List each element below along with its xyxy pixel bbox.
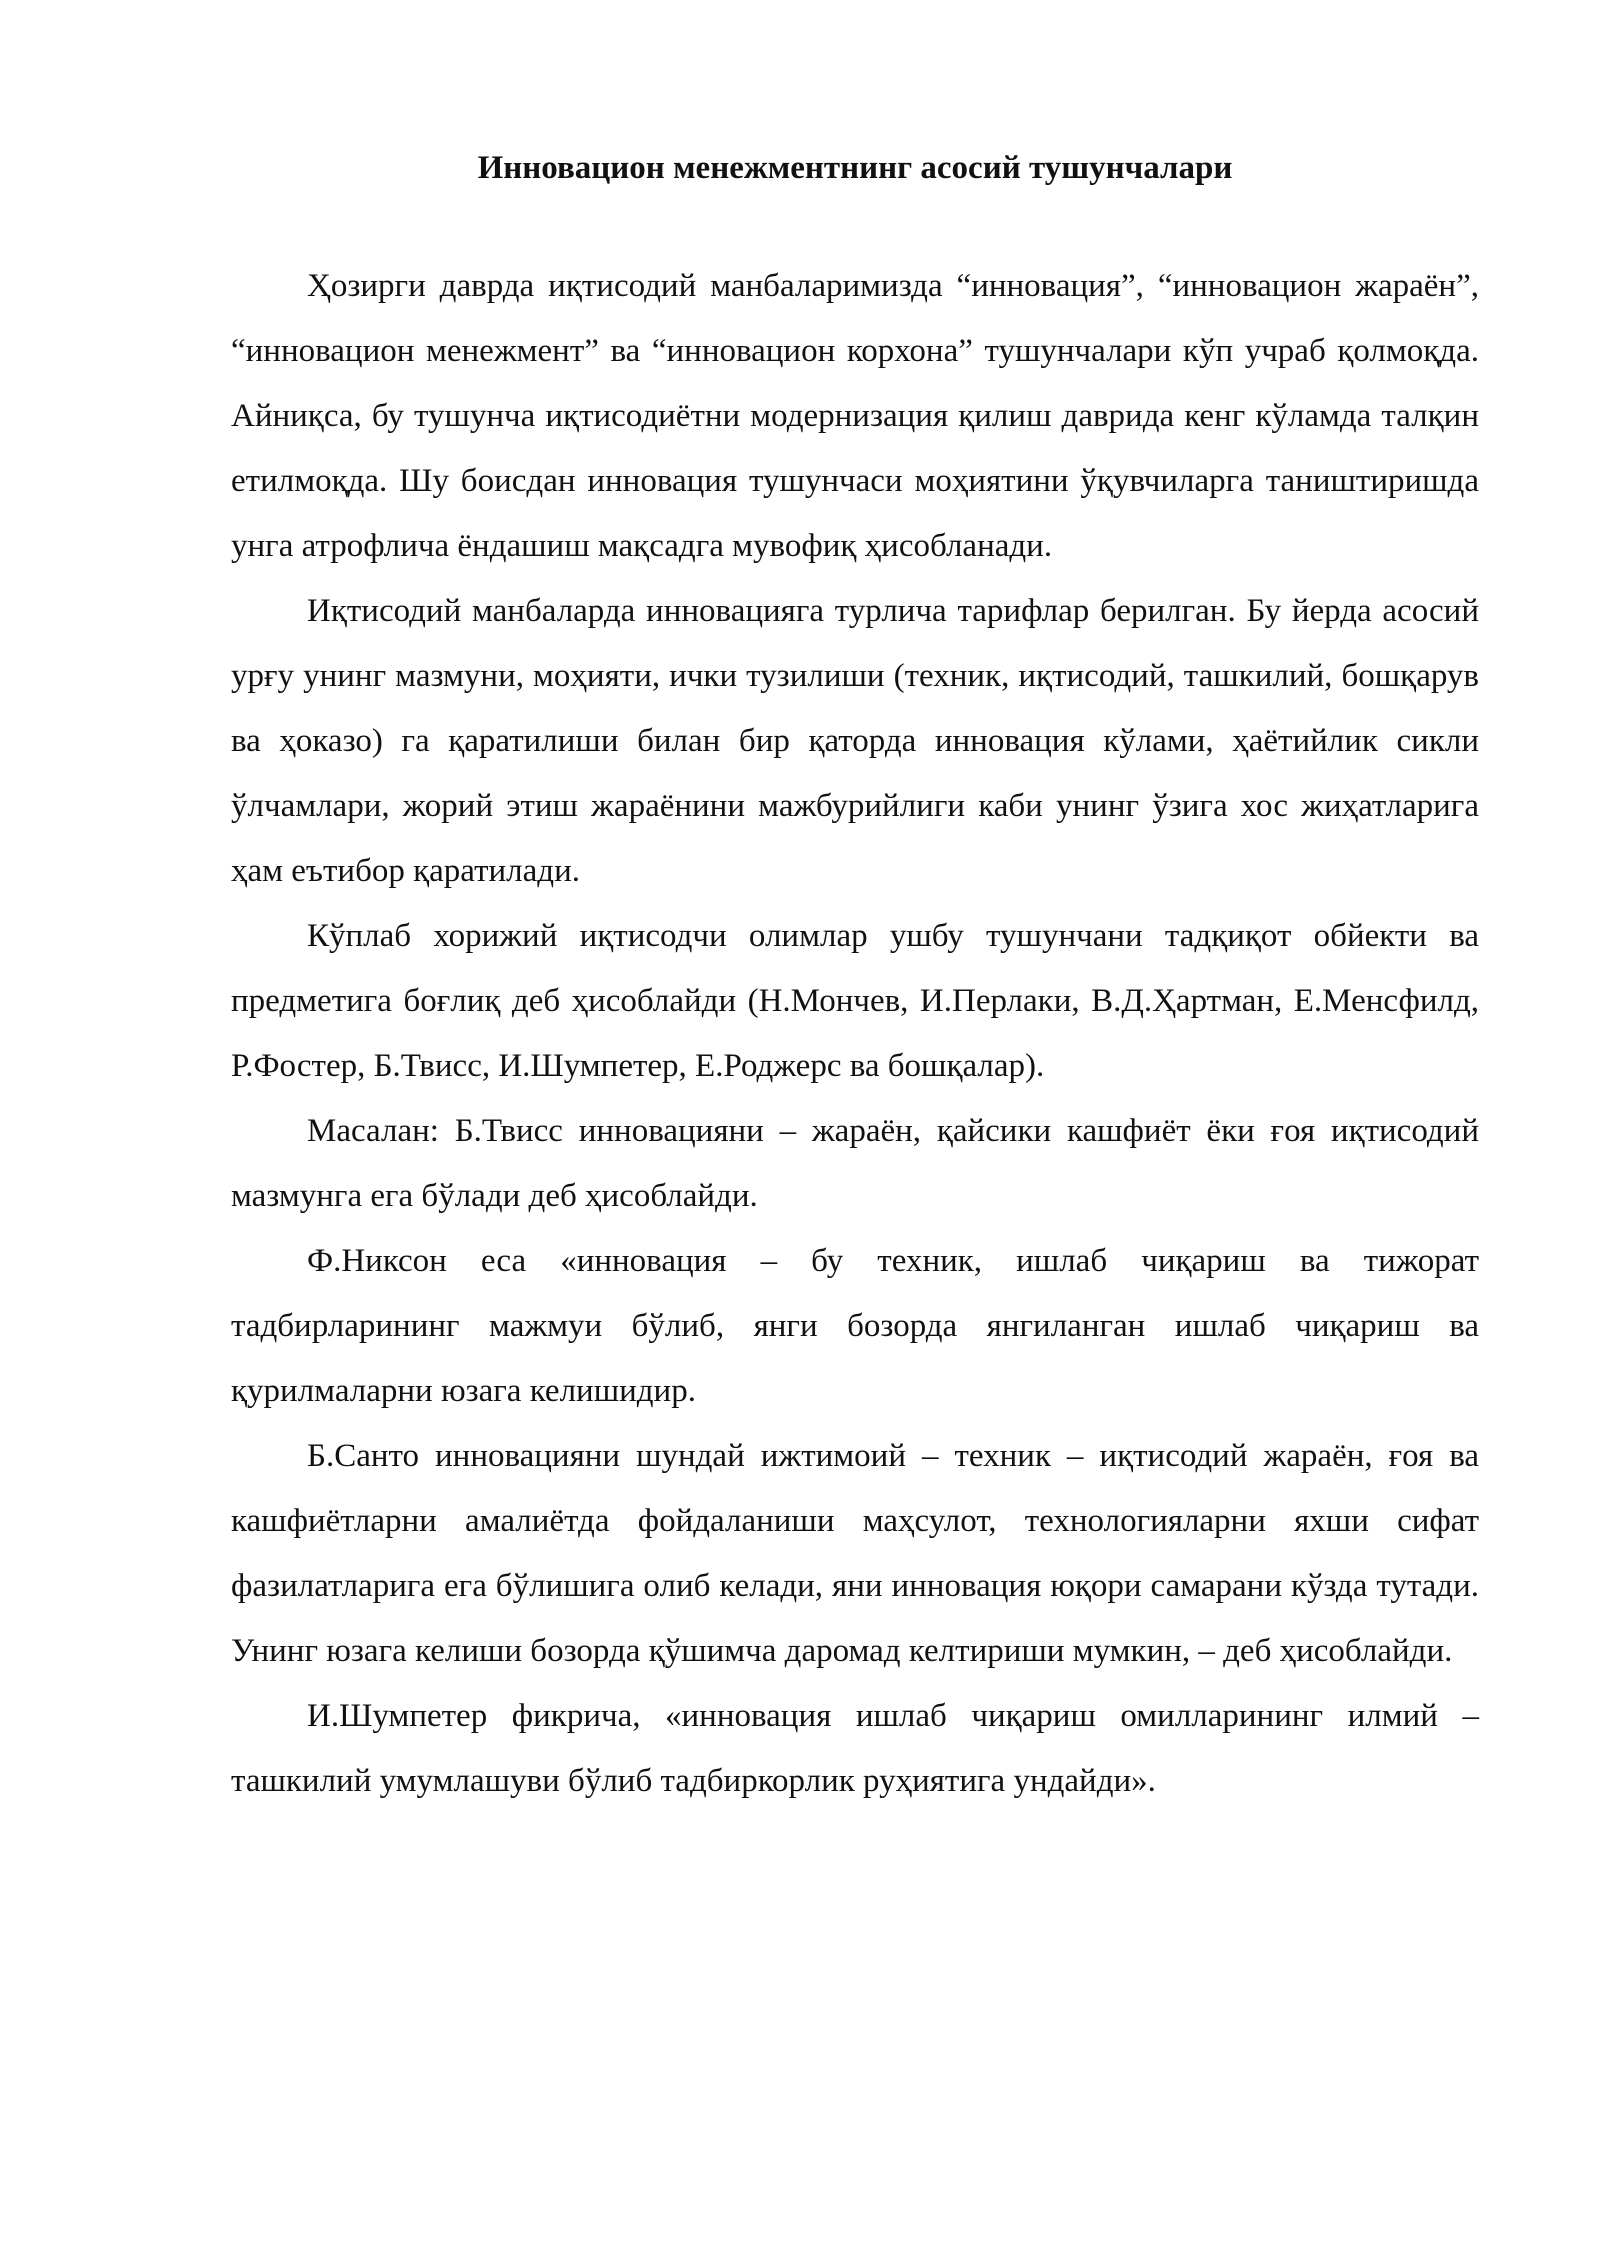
paragraph-intro: Ҳозирги даврда иқтисодий манбаларимизда “инновация”, “инновацион жараён”, “инновацион менежмент” ва “инновацион корхона” тушунчалари кўп учраб қолмоқда. Айниқса, бу тушунча иқтисодиётни модернизация қилиш даврида кенг кўламда талқин етилмоқда. Шу боисдан инновация тушунчаси моҳиятини ўқувчиларга таништиришда унга атрофлича ёндашиш мақсадга мувофиқ ҳисобланади. bbox=[231, 268, 1479, 564]
paragraph-santo: Б.Санто инновацияни шундай ижтимоий – техник – иқтисодий жараён, ғоя ва кашфиётларни амалиётда фойдаланиши маҳсулот, технологияларни яхши сифат фазилатларига ега бўлишига олиб келади, яни инновация юқори самарани кўзда тутади. Унинг юзага келиши бозорда қўшимча даромад келтириши мумкин, – деб ҳисоблайди. bbox=[231, 1438, 1479, 1669]
paragraph-schumpeter: И.Шумпетер фикрича, «инновация ишлаб чиқариш омилларининг илмий – ташкилий умумлашуви бўлиб тадбиркорлик руҳиятига ундайди». bbox=[231, 1698, 1479, 1799]
paragraph-nixon: Ф.Никсон еса «инновация – бу техник, ишлаб чиқариш ва тижорат тадбирларининг мажмуи бўлиб, янги бозорда янгиланган ишлаб чиқариш ва қурилмаларни юзага келишидир. bbox=[231, 1243, 1479, 1409]
paragraph-definitions: Иқтисодий манбаларда инновацияга турлича тарифлар берилган. Бу йерда асосий урғу унинг мазмуни, моҳияти, ички тузилиши (техник, иқтисодий, ташкилий, бошқарув ва ҳоказо) га қаратилиши билан бир қаторда инновация кўлами, ҳаётийлик сикли ўлчамлари, жорий этиш жараёнини мажбурийлиги каби унинг ўзига хос жиҳатларига ҳам еътибор қаратилади. bbox=[231, 593, 1479, 889]
document-title: Инновацион менежментнинг асосий тушунчалари bbox=[477, 150, 1233, 186]
paragraph-foreign-scholars: Кўплаб хорижий иқтисодчи олимлар ушбу тушунчани тадқиқот обйекти ва предметига боғлиқ деб ҳисоблайди (Н.Мончев, И.Перлаки, В.Д.Ҳартман, Е.Менсфилд, Р.Фостер, Б.Твисс, И.Шумпетер, Е.Роджерс ва бошқалар). bbox=[231, 918, 1479, 1084]
paragraph-twiss: Масалан: Б.Твисс инновацияни – жараён, қайсики кашфиёт ёки ғоя иқтисодий мазмунга ега бўлади деб ҳисоблайди. bbox=[231, 1113, 1479, 1214]
document-body bbox=[231, 148, 1479, 1814]
